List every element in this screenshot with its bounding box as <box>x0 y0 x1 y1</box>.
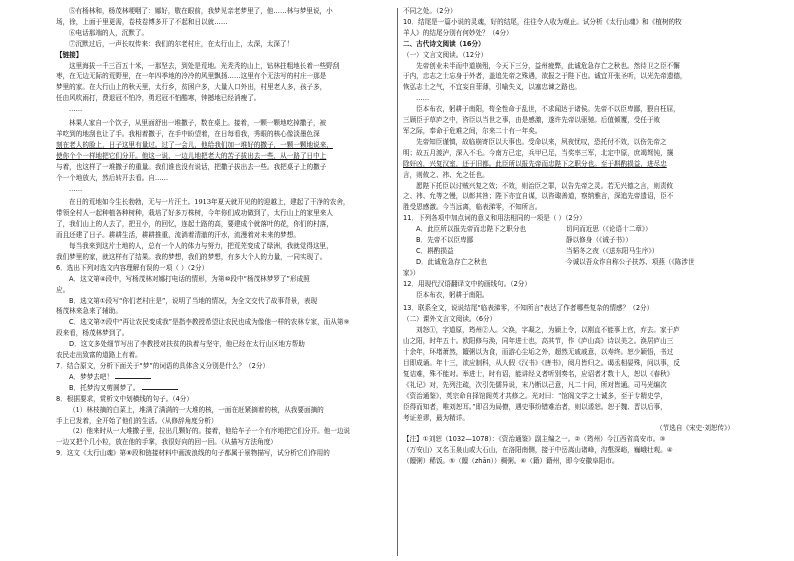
classical-text-line: 军之际，奉命于危难之间，尔来二十有一年矣。 <box>403 126 542 135</box>
classical-text-line: 之、祎、允等之慢，以彰其咎；陛下亦宜自谋，以咨诹善道，察纳雅言，深追先帝遗诏，臣不 <box>403 192 674 201</box>
classical-text-line: 胜受恩感激。今当远离，临表涕零，不知所言。 <box>403 203 542 212</box>
passage-line: 林果人家自一个饮子，从里面舒出一堆撒子，数在桌上。接着，一颗一颗地吃掉撒子，被 <box>69 119 327 128</box>
option-left: B．先帝不以臣卑鄙 <box>416 236 474 245</box>
question-8-item: 手上已发着，全开始了他们的生活。（从修辞角度分析） <box>56 416 218 425</box>
underlined-line: 使你个个一样地把它们分开。他这一说，一边儿地把老大的苦子拔出去一些，从一路了日中上 <box>56 151 327 160</box>
question-6-option: 应。 <box>56 285 70 294</box>
extra-text-line: 刘怒①，字道原，筠州②人。父涣，字凝之，为颍上令，以刚直不能事上官，弃去。家于庐 <box>416 326 680 335</box>
question-7-option-text: A．梦梦去吧！ <box>69 372 114 381</box>
note-line: （万安山）又名玉泉山或大石山，在洛阳南侧，接于中岳嵩山诸峰，沟壑深峪，巍峨壮观。④ <box>403 446 673 455</box>
question-12-line: 臣本布衣，躬耕于南阳。 <box>416 290 489 299</box>
classical-text-line: 于内，忠志之士忘身于外者，盖追先帝之殊遇，欲报之于陛下也。诚宜开张圣听，以光先帝遗德， <box>403 72 687 81</box>
left-column <box>56 6 392 459</box>
passage-line: 了，我们山上的人去了，把丑小，的回忆，连起土路的高，要建成个就落叶的花，你们的村落， <box>56 220 333 229</box>
link-label: 【链接】 <box>56 50 83 59</box>
question-9-stem: 9．这文《太行山魂》第⑧段和链接材料中画波浪线的句子都属于景物描写，试分析它们作用的 <box>56 449 330 458</box>
link-line: 枣，在无边无际的荒野里，在一年四季地的冷冷的风里飘扬……这里有个无法写的村庄一那是 <box>56 72 327 81</box>
passage-line: 而且还建了日子。耕耕生活，耕耕推重，流淌着清澈的汗水，流漫着对未来的梦想。 <box>56 231 300 240</box>
question-8-stem: 8．根据要求，赏析文中划横线的句子。（4分） <box>56 394 193 403</box>
question-11-option <box>403 224 748 235</box>
question-6-option: 杨茂林来急来了辅助。 <box>56 307 122 316</box>
extra-text-line: 复诘难，殊不能对。举进士，时有诏，能讲经义者听别奏名，应诏者才数十人，恕以《春秋》 <box>403 369 674 378</box>
question-11-tail: 家》） <box>403 268 420 277</box>
option-right: 切问而近思（《论语十二章》） <box>566 225 652 234</box>
link-line: 梦里的家。在大行山上的秋天里，太行乡，贫困户多，大量人口外出，村里老人多，孩子多， <box>56 83 327 92</box>
ellipsis: …… <box>416 94 430 103</box>
classical-text-line: 三顾臣于草庐之中，咨臣以当世之事，由是感激，遂许先帝以驱驰。后值倾覆，受任于败 <box>403 116 661 125</box>
extra-text-line: 目即成诵。年十三，欲应制科，从人假《汉书》《唐书》，阅月皆归之。谒丞相晏殊，问以事，反 <box>403 359 680 367</box>
option-right: 当韬冬之夜（《送东阳马生序》） <box>566 246 659 255</box>
question-6-option: 农民走出致富的道路上有着。 <box>56 351 142 360</box>
right-column <box>403 6 748 467</box>
link-line: 这里海拔一千三百五十米，一那坚去，到处是荒地。光秃秃的山上，钻林拄粗地长着一些野刮 <box>69 61 340 70</box>
link-line: 任由风吹雨打，费退冠不怕冷，勇迟冠不怕酷寒，钟撼地已经消瘦了。 <box>56 94 261 103</box>
classical-text-line: 明；故五月渡泸，深入不毛。今南方已定，兵甲已足，当奖率三军，北定中原，庶竭驽钝，攘 <box>403 148 674 157</box>
ellipsis: …… <box>69 184 83 193</box>
question-6-option: A．这文第④段中，写杨茂林对娜打电话的情形，为第⑩段中“杨茂林梦罗了”形成照 <box>69 274 310 283</box>
passage-line: 羊吃到的地刮也让了手。我相着撒于，在手中盼望着，在日每看我，秀眼的核心像淡墨色深 <box>56 129 320 138</box>
extra-text-line: 考证差谬，最为精详。 <box>403 413 469 422</box>
question-10-stem: 羊人》的结尾分别有何妙处？（4分） <box>403 28 513 37</box>
extra-text-line: 《资治通鉴》，英宗命自择馆阁英才共修之。光对曰：“馆阁文学之士诚多，至于专精史学， <box>403 391 667 400</box>
answer-blank[interactable] <box>115 372 151 379</box>
note-line: （饘粥）稀饭。⑤（饘（zhān））稠粥。⑥（籍）籍州，即今安徽阜阳市。 <box>403 457 619 466</box>
passage-line: 个一个地放大，然后转开去看。自…… <box>56 173 169 182</box>
question-6-option: 段来看，杨茂林梦到了。 <box>56 329 129 338</box>
column-divider <box>397 8 398 556</box>
question-7-option <box>56 372 392 383</box>
subsection-title: （一）文言文阅读。（12分） <box>403 50 488 59</box>
passage-line: ⑥电话那端的人，沉默了。 <box>69 28 149 37</box>
underlined-line: 除奸凶，兴复汉室，还于旧都。此臣所以报先帝而忠陛下之职分也。至于斟酌损益，进尽忠 <box>403 159 667 168</box>
passage-line: 带领全村人一起种植各种树种，栽培了好多万株树，今年你们成功做到了，太行山上的家里来人 <box>56 209 333 218</box>
passage-line: 在日的荒地如今生长勃勃，无与一片汪土。1913年夏天就开见的的迎越上，建起了干净的农舍， <box>69 198 350 207</box>
option-left: D．此诚危急存亡之秋也 <box>416 257 488 266</box>
answer-blank[interactable] <box>142 383 178 390</box>
question-8-item: （2）他来时从一大堆撒子里，拉出几颗好的。接着，他给车子一个有序地把它们分开。他一边说 <box>69 427 351 436</box>
underlined-line: 刻在老人的脸上，日子这里有量过。过了一会儿，他给我们加一堆好的撒子，一颗一颗地说来， <box>56 140 333 149</box>
classical-text-line: 先帝创业未半而中道崩殂，今天下三分，益州疲弊，此诚危急存亡之秋也。然待卫之臣不懈 <box>416 61 680 70</box>
question-11-option <box>403 235 748 246</box>
question-8-item: 一边又把个几小粒，放在他的手掌，我很好向的回一回。（从描写方法角度） <box>56 438 277 447</box>
question-6-option: B．选文第①段写“你们老村庄是”，说明了当地的情况，为全文交代了故事背景，表现 <box>69 296 318 305</box>
passage-line: 每当我来到这片土地的人，总有一个人的体力与努力，把荒芜变成了绿洲，我就觉得这里， <box>69 242 333 251</box>
question-8-item: （1）林枝摘的白菜上，堆满了满满的一大堆的核，一面在赶紧摘着的核，从我要面摘的 <box>69 405 324 414</box>
ellipsis: …… <box>69 105 83 114</box>
classical-text-line: 恢弘志士之气，不宜妄自菲薄，引喻失义，以塞忠谏之路也。 <box>403 83 582 92</box>
question-12-stem: 12．用现代汉语翻译文中的画线句。（2分） <box>403 279 531 288</box>
classical-text-line: 愿陛下托臣以讨贼兴复之效；不效，则治臣之罪，以告先帝之灵。若无兴德之言，则责攸 <box>416 181 674 190</box>
question-11-option <box>403 257 748 268</box>
question-7-option-text: B．托梦沟又剪圆梦了。 <box>69 383 140 392</box>
passage-line: 我们梦里的家，就这样有了结果。我的梦想，我们的梦想，有多大个人的力量，一同实现了。 <box>56 252 327 261</box>
classical-text-line: 言，则攸之、祎、允之任也。 <box>403 170 489 179</box>
question-6-option: D．这文多处细节写出了李教授对扶贫的执着与坚守，他已经在太行山区地方帮助 <box>69 340 305 349</box>
question-6-option: C．选文第⑦段中“再让农民变成我”是指李教授希望让农民也成为像他一样的农林专家，而从第⑨ <box>69 318 350 327</box>
question-10-stem: 10．结尾是一篇小说的灵魂，好的结尾，往往令人收为观止。试分析《太行山魂》和《植树的牧 <box>403 17 682 26</box>
extra-text-line: 山之阳，时年五十。欧阳修与涣，同年进士也，高其节，作《庐山高》诗以美之。涣居庐山三 <box>403 337 674 346</box>
section-title: 二、古代诗文阅读（16分） <box>403 39 485 48</box>
passage-line: 场，徐，上面于里更需，卷枝卷博多开了不起和日以就…… <box>56 17 228 26</box>
question-7-option <box>56 383 392 394</box>
option-right: 静以修身（《诫子书》） <box>566 236 632 245</box>
question-6-stem: 6．选出下列对选文内容理解有误的一项（ ）（2分） <box>56 263 209 272</box>
question-7-stem: 7．结合原文，分析下面关于“梦”的词语的具体含义分别是什么？（2分） <box>56 362 270 370</box>
extra-text-line: 十余年，环堵萧然，饘粥以为食，而游心尘垢之外，超然无戚戚意，以寿终。恕少颖悟，书过 <box>403 348 674 357</box>
note-line: 【注】①刘恕（1032—1078）：《资治通鉴》副主编之一。②（筠州）今江西省高安市。③ <box>403 435 666 444</box>
passage-line: 与着，也这样了一堆撒子的重量。我们谁也没有说话，把撒子拔出去一些。我把桌子上的撒子 <box>56 162 327 171</box>
classical-text-line: 先帝知臣谨慎，故临崩寄臣以大事也。受命以来，夙夜忧叹，恐托付不效，以伤先帝之 <box>416 137 667 146</box>
option-left: C．斟酌损益 <box>416 246 454 255</box>
passage-line: ⑤有杨林和，杨茂林哽咽了：娜好，敬在眼前，我梦见亲老梦里了，他……林与梦里说，小 <box>69 7 333 15</box>
subsection-title: （二）课外文言文阅读。（6分） <box>403 315 497 324</box>
option-right: 今诚以吾众诈自称公子扶苏、项燕（《陈涉世 <box>566 257 695 266</box>
classical-text-line: 臣本布衣，躬耕于南阳，苟全性命于乱世，不求闻达于诸侯。先帝不以臣卑鄙，猥自枉屈， <box>416 105 680 114</box>
question-13-stem: 13．联系全文，说说结尾“临表涕零，不知所言”表达了作者哪些复杂的情感？（2分） <box>403 304 654 313</box>
source-citation: （节选自《宋史·刘恕传》） <box>656 424 734 433</box>
question-11-stem: 11．下列各项中加点词的意义和用法相同的一项是（ ）（2分） <box>403 214 586 223</box>
question-9-tail: 不同之处。（2分） <box>403 7 457 15</box>
option-left: A．此臣所以报先帝而忠陛下之职分也 <box>416 225 527 234</box>
extra-text-line: 《礼记》对，先列注疏，次引先儒异说，末乃断以己意，凡二十问，所对皆通。司马光编次 <box>403 380 667 389</box>
extra-text-line: 臣得而知者，唯刘恕耳。”即召为局僚，遇史事纷错难治者，则以诿恕。恕于魏、晋以后事， <box>403 402 667 411</box>
passage-line: ⑦沉默过后，一声长叹传来：我们的尔老村庄，在太行山上，太深，太深了！ <box>69 39 294 48</box>
question-11-option <box>403 246 748 257</box>
